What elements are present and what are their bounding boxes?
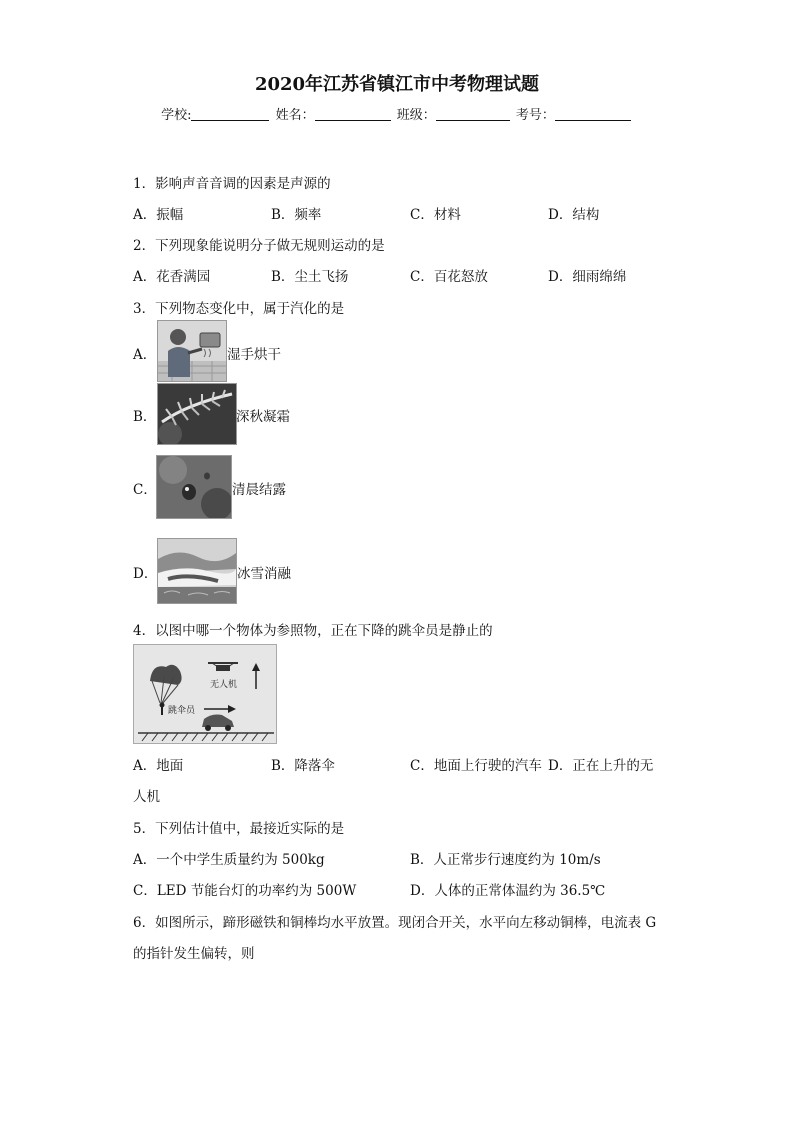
jumper-label: 跳伞员 [168, 706, 196, 716]
question-2-option-d[interactable]: D．细雨绵绵 [548, 269, 627, 285]
question-6-stem-line-2: 的指针发生偏转，则 [133, 946, 255, 962]
question-2-stem: 2．下列现象能说明分子做无规则运动的是 [133, 238, 385, 254]
question-4-option-c[interactable]: C．地面上行驶的汽车 [410, 758, 542, 774]
question-1-stem: 1．影响声音音调的因素是声源的 [133, 176, 331, 192]
question-4-stem: 4．以图中哪一个物体为参照物，正在下降的跳伞员是静止的 [133, 623, 493, 639]
question-1-option-c[interactable]: C．材料 [410, 207, 461, 223]
melting-snow-photo [157, 538, 237, 604]
question-5-option-a[interactable]: A．一个中学生质量约为 500kg [133, 852, 325, 868]
name-blank[interactable] [315, 107, 391, 121]
question-1-option-b[interactable]: B．频率 [271, 207, 322, 223]
hand-dryer-photo [157, 320, 227, 382]
school-blank[interactable] [191, 107, 269, 121]
exam-number-label: 考号： [515, 108, 555, 123]
question-4-option-d[interactable]: D．正在上升的无 [548, 758, 654, 774]
question-2-option-a[interactable]: A．花香满园 [133, 269, 211, 285]
parachute-diagram [133, 644, 277, 744]
question-3-stem: 3．下列物态变化中，属于汽化的是 [133, 301, 345, 317]
question-5-option-d[interactable]: D．人体的正常体温约为 36.5℃ [410, 883, 606, 899]
page-title: 2020年江苏省镇江市中考物理试题 [254, 74, 540, 95]
class-label: 班级： [396, 108, 436, 123]
student-info-row [0, 104, 794, 123]
question-3-option-a-letter[interactable]: A． [133, 347, 157, 363]
frost-photo [157, 383, 237, 445]
school-label: 学校: [161, 108, 192, 123]
question-3-option-b-caption: 深秋凝霜 [236, 409, 290, 425]
question-1-option-a[interactable]: A．振幅 [133, 207, 184, 223]
question-5-option-c[interactable]: C．LED 节能台灯的功率约为 500W [133, 883, 357, 899]
question-1-option-d[interactable]: D．结构 [548, 207, 600, 223]
question-2-option-b[interactable]: B．尘土飞扬 [271, 269, 349, 285]
question-4-option-d-wrap: 人机 [133, 789, 160, 805]
question-4-option-b[interactable]: B．降落伞 [271, 758, 335, 774]
dew-photo [156, 455, 232, 519]
name-label: 姓名： [275, 108, 315, 123]
question-5-option-b[interactable]: B．人正常步行速度约为 10m/s [410, 852, 601, 868]
class-blank[interactable] [436, 107, 510, 121]
question-2-option-c[interactable]: C．百花怒放 [410, 269, 488, 285]
question-3-option-c-letter[interactable]: C． [133, 482, 157, 498]
question-4-option-a[interactable]: A．地面 [133, 758, 184, 774]
question-6-stem-line-1: 6．如图所示，蹄形磁铁和铜棒均水平放置。现闭合开关，水平向左移动铜棒，电流表 G [133, 915, 657, 931]
question-3-option-c-caption: 清晨结露 [232, 482, 286, 498]
question-3-option-a-caption: 湿手烘干 [227, 347, 281, 363]
question-3-option-d-caption: 冰雪消融 [237, 566, 291, 582]
exam-number-blank[interactable] [555, 107, 631, 121]
question-3-option-b-letter[interactable]: B． [133, 409, 157, 425]
drone-label: 无人机 [210, 680, 238, 690]
question-3-option-d-letter[interactable]: D． [133, 566, 158, 582]
question-5-stem: 5．下列估计值中，最接近实际的是 [133, 821, 345, 837]
